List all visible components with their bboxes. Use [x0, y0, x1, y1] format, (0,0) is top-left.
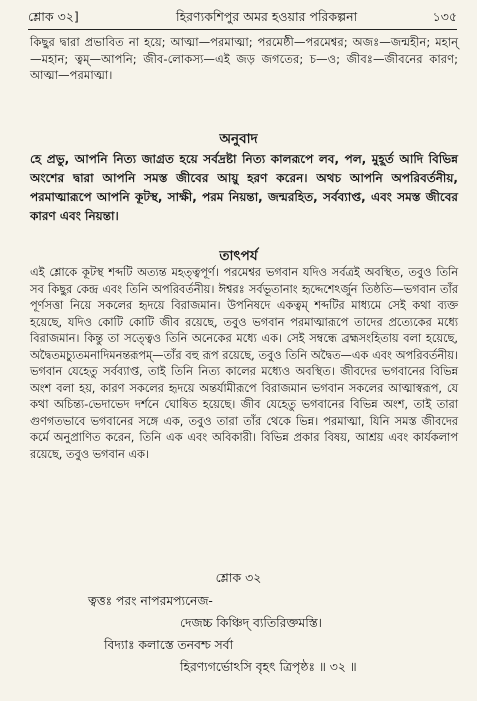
translation-text: হে প্রভু, আপনি নিত্য জাগ্রত হয়ে সর্বদ্রষ্টা নিত্য কালরূপে লব, পল, মুহূর্ত আদি বিভিন্ন অংশের দ্বারা আপনি সমস্ত জীবের আয়ু হরণ করেন। অথচ আপনি অপরিবর্তনীয়, পরমাত্মারূপে আপনি কূটস্থ, সাক্ষী, পরম নিয়ন্তা, জন্মরহিত, সর্বব্যাপ্ত, এবং সমস্ত জীবের কারণ এবং নিয়ন্তা।	[30, 152, 458, 223]
verse-line-3: বিদ্যাঃ কলাস্তে তনবশ্চ সর্বা	[104, 638, 234, 652]
purport-text: এই শ্লোকে কূটস্থ শব্দটি অত্যন্ত মহত্ত্বপূর্ণ। পরমেশ্বর ভগবান যদিও সর্বত্রই অবস্থিত, তবুও তিনি সব কিছুর কেন্দ্র এবং তিনি অপরিবর্তনীয়। ঈশ্বরঃ সর্বভূতানাং হৃদ্দেশেঽর্জুন তিষ্ঠতি—ভগবান তাঁর পূর্ণসত্তা নিয়ে সকলের হৃদয়ে বিরাজমান। উপনিষদে একত্বম্ শব্দটির মাধ্যমে সেই কথা ব্যক্ত হয়েছে, যদিও কোটি কোটি জীব রয়েছে, তবুও ভগবান পরমাত্মারূপে তাদের প্রত্যেকের মধ্যে বিরাজমান। কিন্তু তা সত্ত্বেও তিনি অনেকের মধ্যে এক। সেই সম্বন্ধে ব্রহ্মসংহিতায় বলা হয়েছে, অদ্বৈতমচ্যুতমনাদিমনন্তরূপম্—তাঁর বহু রূপ রয়েছে, তবুও তিনি অদ্বৈত—এক এবং অপরিবর্তনীয়। ভগবান যেহেতু সর্বব্যাপ্ত, তাই তিনি নিত্য কালের মধ্যেও অবস্থিত। জীবদের ভগবানের বিভিন্ন অংশ বলা হয়, কারণ সকলের হৃদয়ে অন্তর্যামীরূপে বিরাজমান ভগবান সকলের আত্মাস্বরূপ, যে কথা অচিন্ত্য-ভেদাভেদ দর্শনে ঘোষিত হয়েছে। জীব যেহেতু ভগবানের বিভিন্ন অংশ, তাই তারা গুণগতভাবে ভগবানের সঙ্গে এক, তবুও তারা তাঁর থেকে ভিন্ন। পরমাত্মা, যিনি সমস্ত জীবদের কর্মে অনুপ্রাণিত করেন, তিনি এক এবং অবিকারী। বিভিন্ন প্রকার বিষয়, আশ্রয় এবং কার্যকলাপ রয়েছে, তবুও ভগবান এক।	[30, 266, 458, 462]
verse-line-2: দেজচ্চ কিঞ্চিদ্ ব্যতিরিক্তমস্তি।	[180, 616, 322, 630]
page-number: ১৩৫	[432, 9, 457, 24]
word-meanings: কিছুর দ্বারা প্রভাবিত না হয়ে; আত্মা—পরমাত্মা; পরমেষ্ঠী—পরমেশ্বর; অজঃ—জন্মহীন; মহান্—মহান; ত্বম্—আপনি; জীব-লোকস্য—এই জড় জগতের; চ—ও; জীবঃ—জীবনের কারণ; আত্মা—পরমাত্মা।	[30, 35, 458, 83]
verse-heading: শ্লোক ৩২	[215, 570, 262, 585]
verse-line-1: ত্বত্তঃ পরং নাপরমপ্যনেজ-	[88, 594, 213, 608]
header-chapter-title: হিরণ্যকশিপুর অমর হওয়ার পরিকল্পনা	[176, 9, 358, 24]
header-verse-ref: শ্লোক ৩২]	[28, 9, 79, 24]
header-rule	[28, 29, 457, 30]
page-header	[28, 6, 457, 28]
translation-heading: অনুবাদ	[219, 131, 258, 147]
verse-line-4: হিরণ্যগর্ভোঽসি বৃহৎ ত্রিপৃষ্ঠঃ ॥ ৩২ ॥	[180, 660, 357, 674]
purport-heading: তাৎপর্য	[219, 248, 258, 264]
